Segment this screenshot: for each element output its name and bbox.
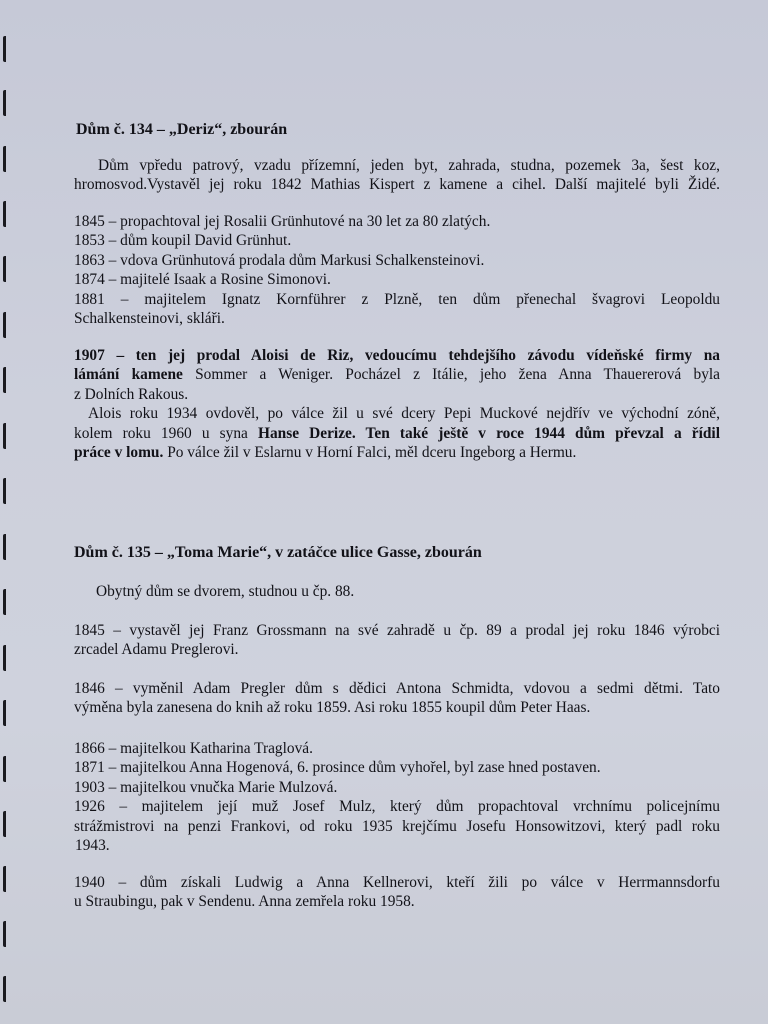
entry-1846	[74, 679, 720, 718]
section-heading: Dům č. 134 – „Deriz“, zbourán	[76, 121, 288, 138]
text-line	[74, 365, 720, 384]
list-item: Schalkensteinovi, skláři.	[74, 310, 225, 328]
bold-phrase: práce v lomu.	[74, 444, 164, 462]
entry-list	[74, 739, 720, 855]
text-line: zrcadel Adamu Preglerovi.	[74, 641, 239, 659]
entry-1845	[74, 621, 720, 660]
text-line: u Straubingu, pak v Sendenu. Anna zemřela roku 1958.	[74, 893, 415, 911]
paragraph-intro: Obytný dům se dvorem, studnou u čp. 88.	[96, 583, 355, 600]
binding-ring	[3, 756, 11, 782]
text-line: Alois roku 1934 ovdověl, po válce žil u své dcery Pepi Muckové nejdřív ve východní zóně,	[88, 405, 720, 423]
text-line: z Dolních Rakous.	[74, 385, 189, 403]
paragraph-1907	[74, 346, 720, 462]
binding-ring	[3, 312, 11, 338]
text-line: Dům vpředu patrový, vzadu přízemní, jeden byt, zahrada, studna, pozemek 3a, šest koz,	[98, 157, 720, 174]
text-run: Sommer a Weniger. Pocházel z Itálie, jeho žena Anna Thauererová byla	[182, 366, 720, 384]
bold-phrase: Hanse Derize. Ten také ještě v roce 1944 dům převzal a řídil	[257, 424, 720, 442]
list-item: 1845 – propachtoval jej Rosalii Grünhutové na 30 let za 80 zlatých.	[74, 213, 491, 230]
list-item: 1871 – majitelkou Anna Hogenová, 6. prosince dům vyhořel, byl zase hned postaven.	[74, 759, 601, 777]
spiral-binding	[0, 0, 14, 1024]
list-item: 1881 – majitelem Ignatz Kornführer z Plzně, ten dům přenechal švagrovi Leopoldu	[74, 290, 720, 308]
binding-ring	[3, 146, 11, 172]
text-line: hromosvod.Vystavěl jej roku 1842 Mathias Kispert z kamene a cihel. Další majitelé byli Židé.	[74, 176, 720, 194]
list-item: strážmistrovi na penzi Frankovi, od roku 1935 krejčímu Josefu Honsowitzovi, který padl roku	[74, 817, 720, 835]
entry-1940	[74, 873, 720, 912]
binding-ring	[3, 534, 11, 560]
binding-ring	[3, 256, 11, 282]
binding-ring	[3, 36, 11, 62]
list-item: 1866 – majitelkou Katharina Traglová.	[74, 740, 313, 757]
text-line	[74, 443, 720, 462]
binding-ring	[3, 367, 11, 393]
list-item: 1853 – dům koupil David Grünhut.	[74, 232, 292, 250]
binding-ring	[3, 201, 11, 227]
binding-ring	[3, 423, 11, 449]
binding-ring	[3, 921, 11, 947]
binding-ring	[3, 645, 11, 671]
bold-phrase: lámání kamene	[74, 366, 183, 384]
binding-ring	[3, 866, 11, 892]
text-run: Po válce žil v Eslarnu v Horní Falci, měl dceru Ingeborg a Hermu.	[163, 444, 577, 462]
list-item: 1863 – vdova Grünhutová prodala dům Markusi Schalkensteinovi.	[74, 251, 485, 269]
list-item: 1926 – majitelem její muž Josef Mulz, který dům propachtoval vrchnímu policejnímu	[74, 798, 720, 816]
list-item: 1903 – majitelkou vnučka Marie Mulzová.	[74, 778, 338, 796]
list-item: 1943.	[75, 837, 110, 855]
text-run: kolem roku 1960 u syna	[74, 424, 258, 442]
entry-list	[74, 212, 720, 328]
list-item: 1874 – majitelé Isaak a Rosine Simonovi.	[74, 271, 331, 289]
text-line: výměna byla zanesena do knih až roku 1859. Asi roku 1855 koupil dům Peter Haas.	[74, 699, 591, 717]
binding-ring	[3, 478, 11, 504]
binding-ring	[3, 700, 11, 726]
binding-ring	[3, 811, 11, 837]
text-line: 1907 – ten jej prodal Aloisi de Riz, vedoucímu tehdejšího závodu vídeňské firmy na	[74, 347, 720, 364]
binding-ring	[3, 589, 11, 615]
text-line	[74, 424, 720, 443]
binding-ring	[3, 976, 11, 1002]
section-heading: Dům č. 135 – „Toma Marie“, v zatáčce ulice Gasse, zbourán	[74, 544, 482, 561]
binding-ring	[3, 90, 11, 116]
paragraph-intro	[74, 156, 720, 195]
text-line: 1845 – vystavěl jej Franz Grossmann na své zahradě u čp. 89 a prodal jej roku 1846 výrobci	[74, 622, 720, 639]
text-line: 1846 – vyměnil Adam Pregler dům s dědici Antona Schmidta, vdovou a sedmi dětmi. Tato	[74, 680, 720, 697]
text-line: 1940 – dům získali Ludwig a Anna Kellnerovi, kteří žili po válce v Herrmannsdorfu	[74, 874, 720, 891]
